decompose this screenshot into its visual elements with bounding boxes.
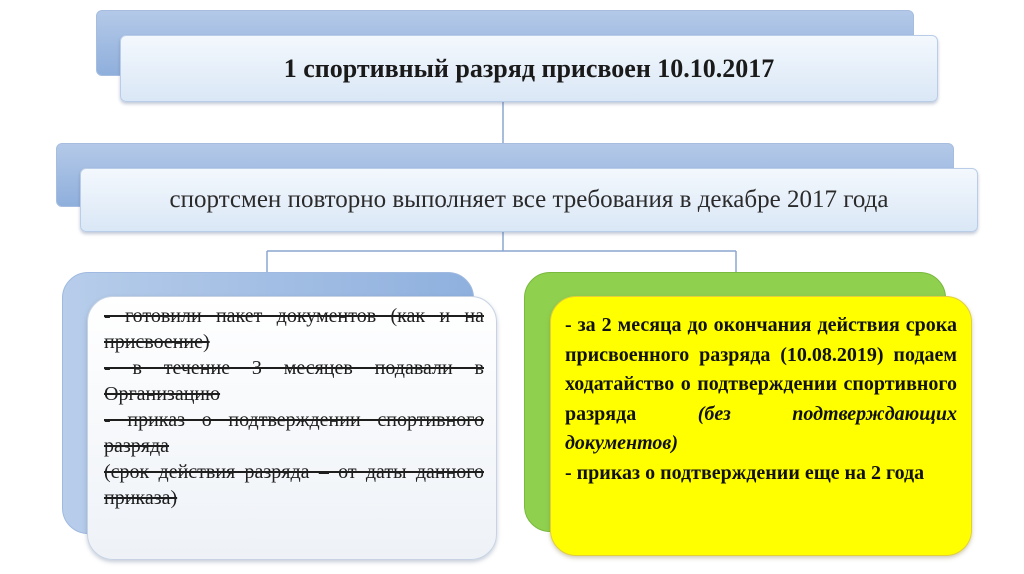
right-node-line-1: - за 2 месяца до окончания действия срока присвоенного разряда (10.08.2019) подаем ходатайство о подтверждении спортивного разряда <box>565 314 957 425</box>
right-node-text <box>565 311 957 488</box>
right-node-paragraph-1 <box>565 311 957 459</box>
middle-node-box <box>80 168 978 232</box>
left-node-line-1: - готовили пакет документов (как и на присвоение) <box>104 305 484 353</box>
left-node-text <box>104 303 484 511</box>
left-node-line-4: (срок действия разряда – от даты данного приказа) <box>104 461 484 509</box>
right-node-line-1-italic: (без подтверждающих документов) <box>565 402 958 454</box>
left-node-line-3: - приказ о подтверждении спортивного разряда <box>104 409 484 457</box>
left-node-line-2: - в течение 3 месяцев подавали в Организацию <box>104 357 484 405</box>
right-node-line-2: - приказ о подтверждении еще на 2 года <box>565 461 925 484</box>
middle-node-title: спортсмен повторно выполняет все требования в декабре 2017 года <box>169 186 889 213</box>
top-node-title: 1 спортивный разряд присвоен 10.10.2017 <box>283 53 775 83</box>
top-node-box <box>120 35 938 102</box>
